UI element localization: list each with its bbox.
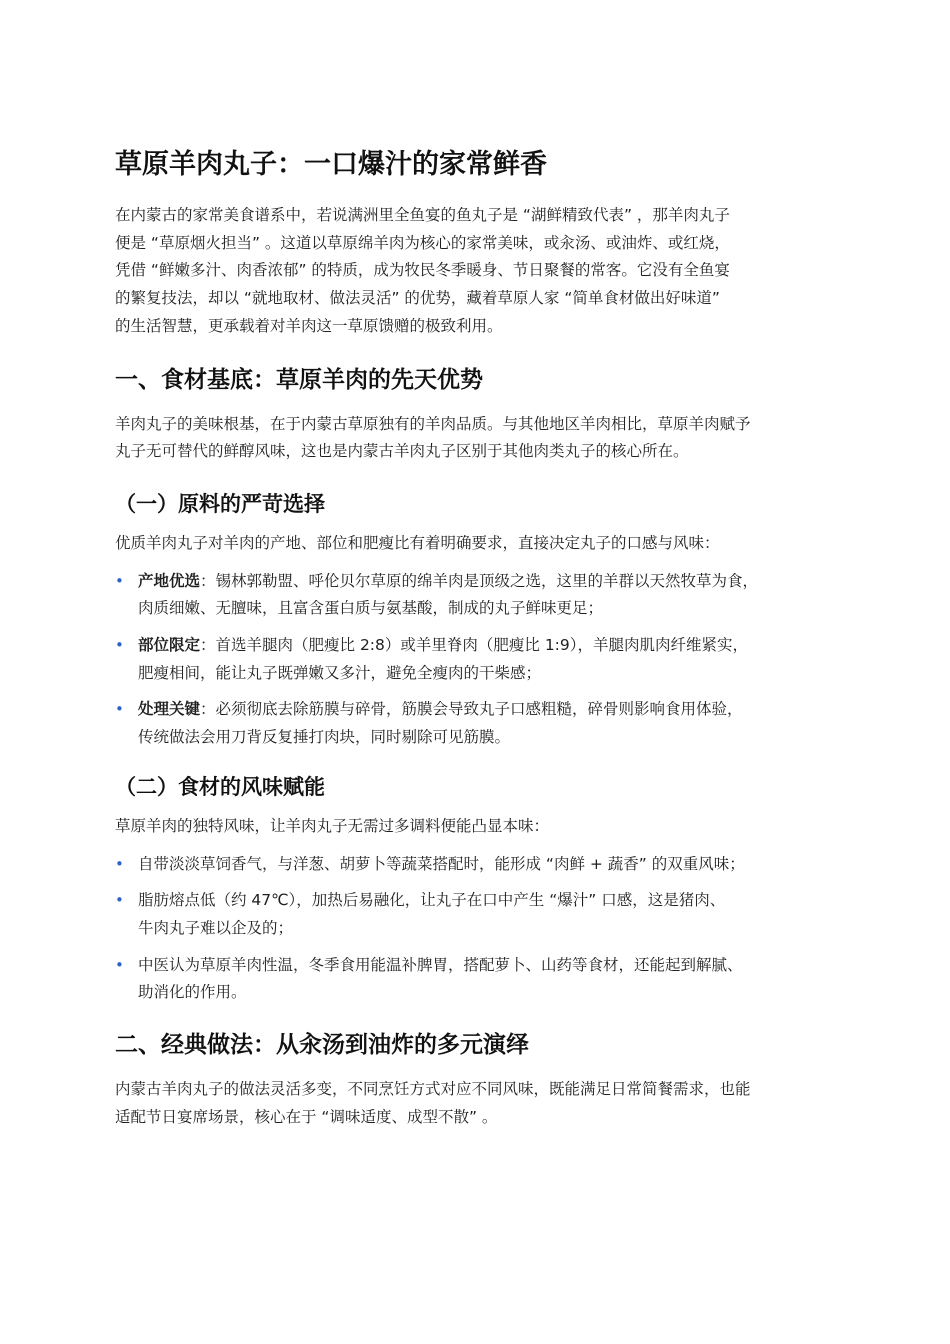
article xyxy=(115,145,840,1131)
item-text: 传统做法会用刀背反复捶打肉块，同时剔除可见筋膜。 xyxy=(138,728,511,747)
list-item xyxy=(115,887,840,942)
intro-paragraph xyxy=(115,202,840,341)
list-item xyxy=(115,568,840,623)
list-item xyxy=(115,632,840,687)
item-label: 处理关键 xyxy=(138,700,201,719)
sub2-paragraph: 草原羊肉的独特风味，让羊肉丸子无需过多调料便能凸显本味： xyxy=(115,816,550,835)
item-text: ：锡林郭勒盟、呼伦贝尔草原的绵羊肉是顶级之选，这里的羊群以天然牧草为食， xyxy=(200,571,759,590)
para-line: 丸子无可替代的鲜醇风味，这也是内蒙古羊肉丸子区别于其他肉类丸子的核心所在。 xyxy=(115,442,689,461)
intro-line: 凭借 “鲜嫩多汁、肉香浓郁” 的特质，成为牧民冬季暖身、节日聚餐的常客。它没有全鱼宴 xyxy=(115,261,730,280)
item-text: ：首选羊腿肉（肥瘦比 2:8）或羊里脊肉（肥瘦比 1:9），羊腿肉肌肉纤维紧实， xyxy=(200,636,749,655)
section2-paragraph xyxy=(115,1076,840,1131)
item-label: 部位限定 xyxy=(138,636,201,655)
item-text: ：必须彻底去除筋膜与碎骨，筋膜会导致丸子口感粗糙，碎骨则影响食用体验， xyxy=(200,700,743,719)
section1-paragraph xyxy=(115,411,840,466)
list-item xyxy=(115,696,840,751)
intro-line: 便是 “草原烟火担当” 。这道以草原绵羊肉为核心的家常美味，或汆汤、或油炸、或红烧， xyxy=(115,233,730,252)
sub2-list xyxy=(115,851,840,1008)
bullet-icon: • xyxy=(115,891,124,910)
subsection-heading-2: （二）食材的风味赋能 xyxy=(115,774,325,799)
bullet-icon: • xyxy=(115,571,124,590)
intro-line: 的繁复技法，却以 “就地取材、做法灵活” 的优势，藏着草原人家 “简单食材做出好味道” xyxy=(115,289,720,308)
bullet-icon: • xyxy=(115,854,124,873)
item-text: 中医认为草原羊肉性温，冬季食用能温补脾胃，搭配萝卜、山药等食材，还能起到解腻、 xyxy=(138,955,743,974)
page-title: 草原羊肉丸子：一口爆汁的家常鲜香 xyxy=(115,149,547,180)
section-heading-2: 二、经典做法：从汆汤到油炸的多元演绎 xyxy=(115,1032,529,1059)
bullet-icon: • xyxy=(115,955,124,974)
item-label: 产地优选 xyxy=(138,571,201,590)
sub1-paragraph: 优质羊肉丸子对羊肉的产地、部位和肥瘦比有着明确要求，直接决定丸子的口感与风味： xyxy=(115,533,720,552)
intro-line: 的生活智慧，更承载着对羊肉这一草原馈赠的极致利用。 xyxy=(115,316,503,335)
list-item xyxy=(115,851,840,879)
bullet-icon: • xyxy=(115,636,124,655)
list-item xyxy=(115,952,840,1007)
item-text: 肉质细嫩、无膻味，且富含蛋白质与氨基酸，制成的丸子鲜味更足； xyxy=(138,599,604,618)
intro-line: 在内蒙古的家常美食谱系中，若说满洲里全鱼宴的鱼丸子是 “湖鲜精致代表” ，那羊肉丸子 xyxy=(115,206,730,224)
item-text: 牛肉丸子难以企及的； xyxy=(138,918,294,937)
para-line: 适配节日宴席场景，核心在于 “调味适度、成型不散” 。 xyxy=(115,1107,498,1126)
para-line: 羊肉丸子的美味根基，在于内蒙古草原独有的羊肉品质。与其他地区羊肉相比，草原羊肉赋予 xyxy=(115,414,751,433)
sub1-list xyxy=(115,568,840,752)
item-text: 助消化的作用。 xyxy=(138,983,247,1002)
para-line: 内蒙古羊肉丸子的做法灵活多变，不同烹饪方式对应不同风味，既能满足日常简餐需求，也能 xyxy=(115,1080,751,1099)
item-text: 脂肪熔点低（约 47℃），加热后易融化，让丸子在口中产生 “爆汁” 口感，这是猪肉、 xyxy=(138,891,726,910)
subsection-heading-1: （一）原料的严苛选择 xyxy=(115,491,325,516)
section-heading-1: 一、食材基底：草原羊肉的先天优势 xyxy=(115,366,483,393)
bullet-icon: • xyxy=(115,700,124,719)
item-text: 自带淡淡草饲香气，与洋葱、胡萝卜等蔬菜搭配时，能形成 “肉鲜 + 蔬香” 的双重风味； xyxy=(138,854,745,873)
item-text: 肥瘦相间，能让丸子既弹嫩又多汁，避免全瘦肉的干柴感； xyxy=(138,663,542,682)
